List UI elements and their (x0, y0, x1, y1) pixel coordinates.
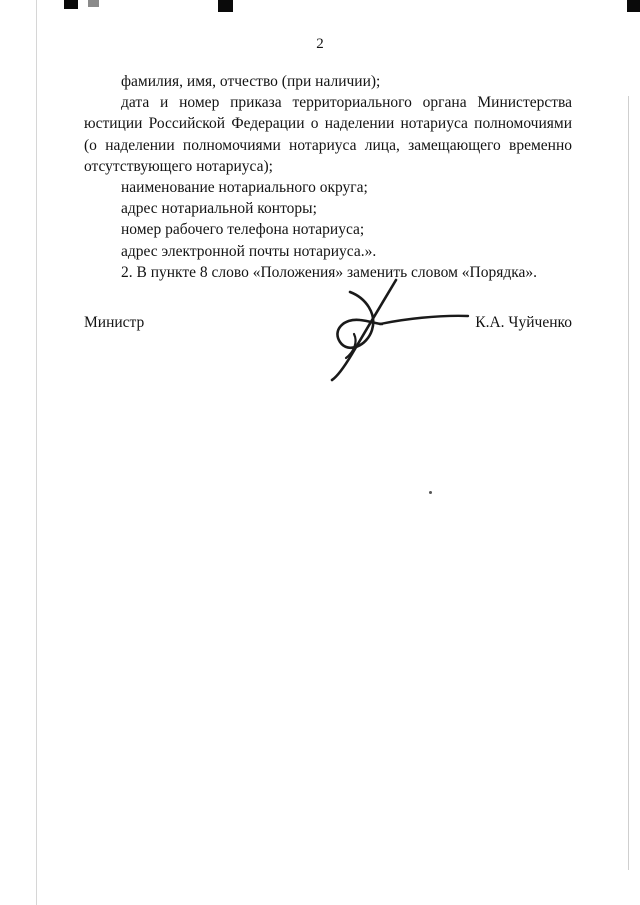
scan-artifact-top-left-2 (88, 0, 99, 7)
paragraph-fio: фамилия, имя, отчество (при наличии); (121, 73, 381, 90)
paragraph-okrug: наименование нотариального округа; (121, 179, 368, 197)
paragraph-telefon: номер рабочего телефона нотариуса; (121, 221, 365, 239)
signature-icon (280, 276, 480, 388)
scan-artifact-top-left (64, 0, 78, 9)
scan-artifact-top-middle (218, 0, 233, 12)
paragraph-prikaz: дата и номер приказа территориального органа Министерства юстиции Российской Федерации о наделении нотариуса полномочиями (о наделении полномочиями нотариуса лица, замещающего временно отсутствующего нотариуса); (84, 94, 572, 175)
scan-speck (429, 491, 432, 494)
paragraph-email: адрес электронной почты нотариуса.». (121, 242, 377, 260)
scan-edge-line-left (36, 0, 37, 905)
signer-name: К.А. Чуйченко (475, 314, 572, 331)
scan-artifact-top-right (627, 0, 640, 12)
paragraph-kontora: адрес нотариальной конторы; (121, 200, 317, 218)
scan-edge-line-right (628, 96, 629, 870)
page-number: 2 (316, 36, 324, 52)
signer-title: Министр (84, 314, 145, 331)
signature-block (84, 314, 572, 338)
document-body (84, 71, 572, 283)
paragraph-punkt-8: 2. В пункте 8 слово «Положения» заменить словом «Порядка». (121, 263, 538, 281)
